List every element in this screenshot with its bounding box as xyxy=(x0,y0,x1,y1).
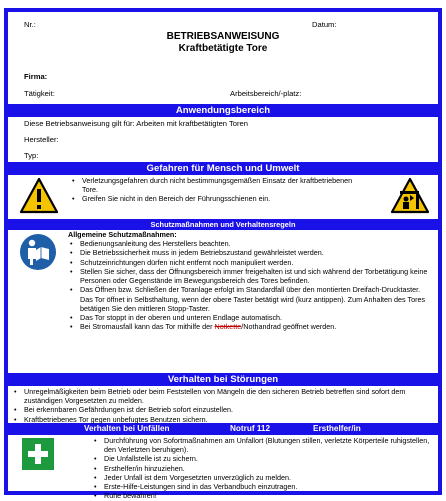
stoerungen-list xyxy=(12,387,436,424)
stoerungen-heading: Verhalten bei Störungen xyxy=(8,374,438,385)
read-manual-icon xyxy=(19,233,57,271)
anwendungsbereich-section xyxy=(8,117,438,162)
schutzmassnahmen-body xyxy=(68,230,428,331)
hersteller-label: Hersteller: xyxy=(24,135,59,144)
list-item: • Greifen Sie nicht in den Bereich der Führungsschienen ein. xyxy=(70,194,360,203)
stoerungen-section xyxy=(8,386,438,423)
list-item: • Ersthelfer/in hinzuziehen. xyxy=(92,464,432,473)
list-item: • Jeder Unfall ist dem Vorgesetzten unverzüglich zu melden. xyxy=(92,473,432,482)
schutzmassnahmen-list xyxy=(68,239,428,331)
stromausfall-text-end: /Nothandrad geöffnet werden. xyxy=(241,322,337,332)
header-section xyxy=(8,12,438,104)
stromausfall-struck-word: Notkette xyxy=(214,322,242,332)
schutzmassnahmen-heading: Schutzmaßnahmen und Verhaltensregeln xyxy=(8,220,438,229)
list-item: • Bei erkennbaren Gefährdungen ist der Betrieb sofort einzustellen. xyxy=(12,405,436,414)
list-item: • Die Betriebssicherheit muss in jedem Betriebszustand gewährleistet werden. xyxy=(68,248,428,257)
schutzmassnahmen-section xyxy=(8,230,438,373)
list-item: • Ruhe bewahren! xyxy=(92,491,432,500)
document-subtitle: Kraftbetätigte Tore xyxy=(178,43,268,54)
operating-instruction-sheet xyxy=(4,8,442,501)
anwendung-line: Diese Betriebsanweisung gilt für: Arbeiten mit kraftbetätigten Toren xyxy=(24,119,248,128)
unfaelle-list xyxy=(92,436,432,501)
taetigkeit-label: Tätigkeit: xyxy=(24,89,55,98)
unfaelle-section xyxy=(8,435,438,501)
first-aid-cross-icon xyxy=(22,438,54,470)
list-item: • Das Öffnen bzw. Schließen der Toranlage erfolgt im Standardfall über den montierten Dreifach-Drucktaster. Das Tor öffnet in Selbsthaltung, wenn der obere Taster betätigt wird (kurz antippen). Zum Anhalten des Tores betätigen Sie den mittleren Stopp-Taster. xyxy=(68,285,428,313)
document-title: BETRIEBSANWEISUNG xyxy=(166,31,280,42)
allgemeine-schutzmassnahmen-subheading: Allgemeine Schutzmaßnahmen: xyxy=(68,230,177,239)
list-item: • Verletzungsgefahren durch nicht bestimmungsgemäßen Einsatz der kraftbetriebenen Tore. xyxy=(70,176,360,194)
gefahren-list xyxy=(70,176,360,204)
list-item: • Die Unfallstelle ist zu sichern. xyxy=(92,454,432,463)
stromausfall-text-start: Bei Stromausfall kann das Tor mithilfe der xyxy=(80,322,215,332)
datum-label: Datum: xyxy=(312,20,337,29)
warning-triangle-icon xyxy=(19,177,59,214)
ersthelfer-label: Ersthelfer/in xyxy=(313,424,361,433)
door-crush-hazard-icon xyxy=(390,177,430,214)
list-item: • Schutzeinrichtungen dürfen nicht entfernt noch manipuliert werden. xyxy=(68,258,428,267)
list-item xyxy=(68,322,428,331)
arbeitsbereich-label: Arbeitsbereich/-platz: xyxy=(230,89,302,98)
list-item: • Kraftbetriebenes Tor gegen unbefugtes Benutzen sichern. xyxy=(12,415,436,424)
list-item: • Das Tor stoppt in der oberen und unteren Endlage automatisch. xyxy=(68,313,428,322)
typ-label: Typ: xyxy=(24,151,39,160)
list-item: • Unregelmäßigkeiten beim Betrieb oder beim Feststellen von Mängeln die den sicheren Betrieb betreffen sind sofort dem zuständigen Vorgesetzten zu melden. xyxy=(12,387,436,405)
list-item: • Bedienungsanleitung des Herstellers beachten. xyxy=(68,239,428,248)
anwendungsbereich-heading: Anwendungsbereich xyxy=(8,105,438,116)
notruf-label: Notruf 112 xyxy=(230,424,271,433)
list-item: • Durchführung von Sofortmaßnahmen am Unfallort (Blutungen stillen, verletzte Körperteile ruhigstellen, den Verletzten beruhigen). xyxy=(92,436,432,454)
list-item: • Stellen Sie sicher, dass der Öffnungsbereich immer freigehalten ist und sich während der Torbetätigung keine Personen oder Gegenstände im Bewegungsbereich des Tores befinden. xyxy=(68,267,428,285)
gefahren-section xyxy=(8,175,438,219)
firma-label: Firma: xyxy=(24,72,48,81)
unfaelle-heading: Verhalten bei Unfällen xyxy=(84,424,170,433)
unfaelle-heading-bar xyxy=(8,424,438,434)
gefahren-heading: Gefahren für Mensch und Umwelt xyxy=(8,163,438,174)
list-item: • Erste-Hilfe-Leistungen sind in das Verbandbuch einzutragen. xyxy=(92,482,432,491)
nr-label: Nr.: xyxy=(24,20,36,29)
